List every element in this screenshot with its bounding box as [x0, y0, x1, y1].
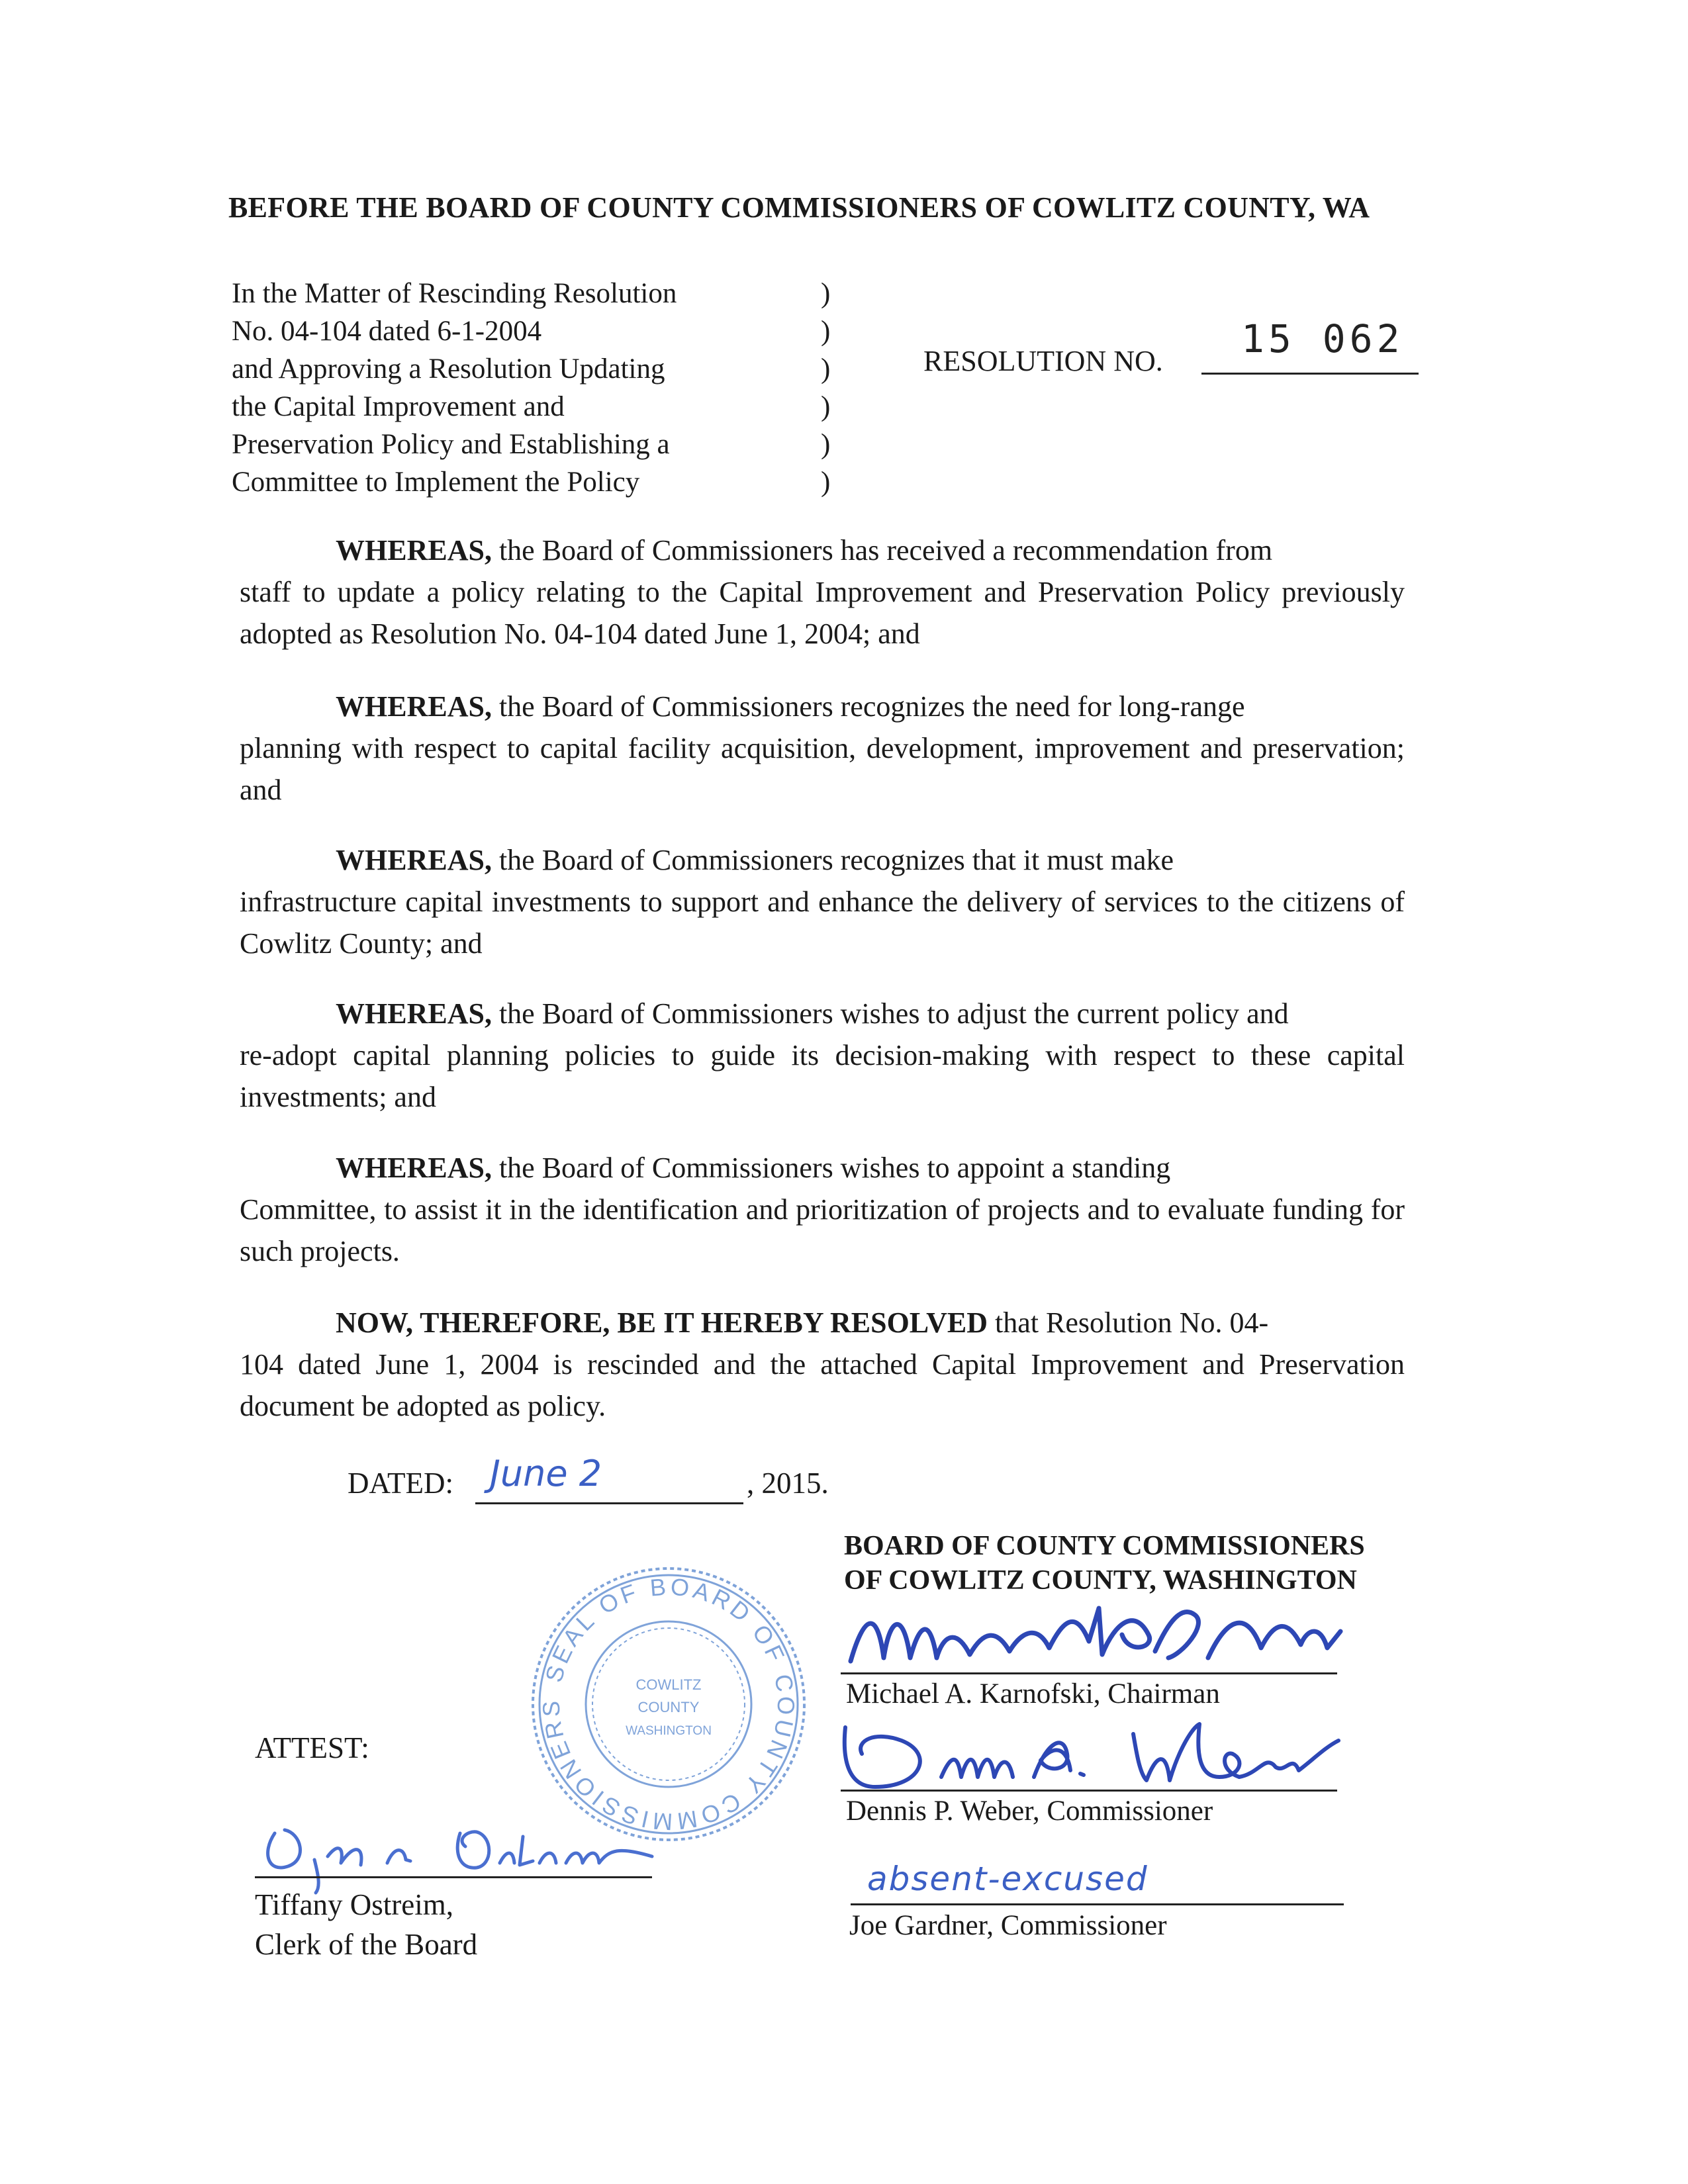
handwritten-date: June 2 — [490, 1453, 602, 1494]
attest-label: ATTEST: — [255, 1731, 369, 1764]
whereas-lead: WHEREAS, — [336, 1152, 492, 1184]
whereas-text: the Board of Commissioners recognizes the need for long-range — [491, 690, 1245, 723]
whereas-text: the Board of Commissioners recognizes that it must make — [491, 844, 1174, 876]
caption-line: Preservation Policy and Establishing a — [232, 429, 670, 460]
signature-ostreim — [255, 1813, 679, 1886]
signature-line — [255, 1876, 652, 1878]
whereas-text-rest: planning with respect to capital facility acquisition, development, improvement and preservation; and — [240, 732, 1405, 806]
paren: ) — [821, 316, 831, 347]
board-block — [844, 1529, 1365, 1598]
caption-line: the Capital Improvement and — [232, 391, 565, 422]
whereas-lead: WHEREAS, — [336, 690, 492, 723]
signature-line — [841, 1790, 1337, 1792]
signature-line — [851, 1903, 1344, 1905]
signature-weber — [835, 1714, 1378, 1807]
resolved-lead: NOW, THEREFORE, BE IT HEREBY RESOLVED — [336, 1306, 988, 1339]
signature-karnofski — [837, 1595, 1407, 1681]
board-line-2: OF COWLITZ COUNTY, WASHINGTON — [844, 1565, 1357, 1596]
whereas-paragraph-2 — [240, 686, 1405, 811]
seal-inner-text: COUNTY — [637, 1699, 700, 1715]
paren: ) — [821, 429, 831, 460]
case-caption — [232, 275, 677, 501]
caption-line: Committee to Implement the Policy — [232, 467, 640, 498]
whereas-lead: WHEREAS, — [336, 844, 492, 876]
signature-line — [841, 1672, 1337, 1674]
caption-line: and Approving a Resolution Updating — [232, 353, 665, 385]
whereas-paragraph-3 — [240, 839, 1405, 964]
clerk-name: Tiffany Ostreim, — [255, 1888, 454, 1921]
whereas-text-rest: Committee, to assist it in the identification and prioritization of projects and to evaluate funding for such projects. — [240, 1193, 1405, 1267]
clerk-block — [255, 1885, 477, 1964]
county-seal — [530, 1565, 808, 1843]
dated-label: DATED: — [348, 1467, 453, 1500]
whereas-lead: WHEREAS, — [336, 997, 492, 1030]
paren: ) — [821, 353, 831, 385]
board-line-1: BOARD OF COUNTY COMMISSIONERS — [844, 1531, 1365, 1561]
paren: ) — [821, 278, 831, 309]
whereas-text: the Board of Commissioners wishes to appoint a standing — [491, 1152, 1171, 1184]
signer-name: Michael A. Karnofski, Chairman — [846, 1678, 1220, 1709]
resolution-number: 15 062 — [1241, 316, 1404, 361]
whereas-paragraph-5 — [240, 1147, 1405, 1272]
document-heading: BEFORE THE BOARD OF COUNTY COMMISSIONERS OF COWLITZ COUNTY, WA — [228, 191, 1370, 224]
resolution-label: RESOLUTION NO. — [923, 345, 1163, 377]
whereas-text-rest: infrastructure capital investments to support and enhance the delivery of services to the citizens of Cowlitz County; and — [240, 886, 1405, 960]
resolution-number-line — [1201, 373, 1419, 375]
whereas-text-rest: staff to update a policy relating to the Capital Improvement and Preservation Policy previously adopted as Resolution No. 04-104 dated June 1, 2004; and — [240, 576, 1405, 650]
signer-name: Joe Gardner, Commissioner — [849, 1910, 1167, 1941]
caption-parentheses — [821, 275, 830, 501]
resolved-text: that Resolution No. 04- — [988, 1306, 1269, 1339]
whereas-text: the Board of Commissioners has received a recommendation from — [491, 534, 1273, 567]
handwritten-absent-note: absent-excused — [867, 1860, 1149, 1898]
resolved-text-rest: 104 dated June 1, 2004 is rescinded and the attached Capital Improvement and Preservation document be adopted as policy. — [240, 1348, 1405, 1422]
caption-line: In the Matter of Rescinding Resolution — [232, 278, 677, 309]
whereas-text: the Board of Commissioners wishes to adjust the current policy and — [491, 997, 1289, 1030]
dated-year: , 2015. — [747, 1467, 829, 1500]
seal-inner-text: WASHINGTON — [626, 1724, 712, 1738]
whereas-lead: WHEREAS, — [336, 534, 492, 567]
signer-name: Dennis P. Weber, Commissioner — [846, 1796, 1213, 1827]
paren: ) — [821, 391, 831, 422]
whereas-text-rest: re-adopt capital planning policies to guide its decision-making with respect to these capital investments; and — [240, 1039, 1405, 1113]
whereas-paragraph-4 — [240, 993, 1405, 1118]
whereas-paragraph-1 — [240, 529, 1405, 655]
paren: ) — [821, 467, 831, 498]
dated-line — [475, 1502, 743, 1504]
seal-outer-text: SEAL OF BOARD OF COUNTY COMMISSIONERS — [537, 1572, 800, 1836]
seal-inner-text: COWLITZ — [635, 1676, 702, 1693]
resolved-paragraph — [240, 1302, 1405, 1427]
clerk-title: Clerk of the Board — [255, 1928, 478, 1961]
caption-line: No. 04-104 dated 6-1-2004 — [232, 316, 542, 347]
